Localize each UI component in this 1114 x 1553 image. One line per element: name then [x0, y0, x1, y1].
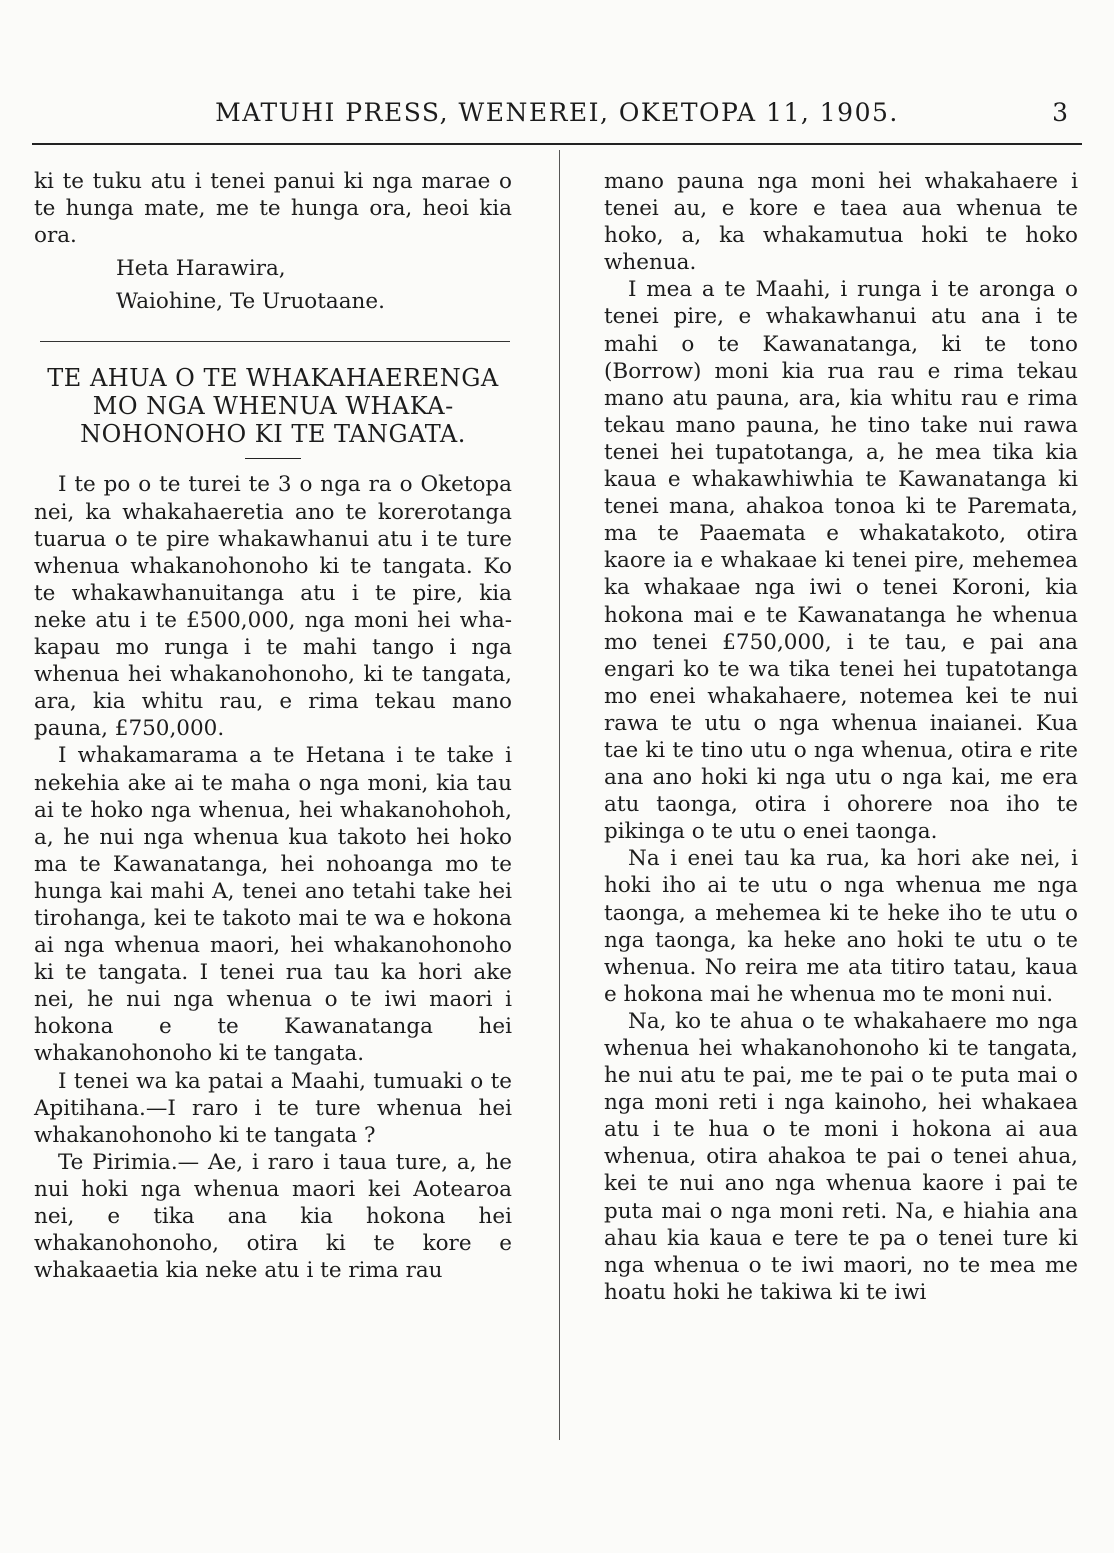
column-divider	[559, 150, 560, 1440]
paragraph: I mea a te Maahi, i runga i te aronga o tenei pire, e whakawhanui atu ana i te mahi o te Kawanatanga, ki te tono (Borrow) moni kia rua rau e rima tekau mano atu pauna, ara, kia whitu rau e rima tekau mano pauna, he tino take nui rawa tenei hei tupatotanga, a, he mea tika kia kaua e whakawhiwhia te Kawanatanga ki tenei mana, ahakoa tonoa ki te Paremata, ma te Paaemata e whakatakoto, otira kaore ia e whakaae ki tenei pire, mehemea ka whakaae nga iwi o tenei Koroni, kia hokona mai e te Kawanatanga he whenua mo tenei £750,000, i te tau, e pai ana engari ko te wa tika tenei hei tupatotanga mo enei whakahaere, notemea kei te nui rawa te utu o nga whenua inaianei. Kua tae ki te tino utu o nga whenua, otira e rite ana ano hoki ki nga utu o nga kai, me era atu taonga, otira i ohorere noa iho te pikinga o te utu o enei taonga.	[604, 277, 1078, 845]
opening-text: ki te tuku atu i tenei panui ki nga marae o te hunga mate, me te hunga ora, heoi kia ora.	[34, 169, 512, 249]
paragraph: mano pauna nga moni hei whakahaere i tenei au, e kore e taea aua whenua te hoko, a, ka whakamutua hoki te hoko whenua.	[604, 169, 1078, 276]
left-column	[34, 168, 512, 1284]
header-rule	[32, 143, 1082, 145]
heading-rule	[245, 458, 301, 459]
page-number: 3	[1052, 98, 1068, 127]
paragraph: Na i enei tau ka rua, ka hori ake nei, i hoki iho ai te utu o nga whenua me nga taonga, a mehemea ki te heke iho te utu o nga taonga, ka heke ano hoki te utu o te whenua. No reira me ata titiro tatau, kaua e hokona mai he whenua mo te moni nui.	[604, 846, 1078, 1007]
page-header	[32, 98, 1082, 138]
paragraph: Na, ko te ahua o te whakahaere mo nga whenua hei whakanohonoho ki te tangata, he nui atu te pai, me te pai o te puta mai o nga moni reti i nga kainoho, hei whakaea atu i te hua o te moni i hokona ai aua whenua, otira ahakoa te pai o tenei ahua, kei te nui ano nga whenua kaore i pai te puta mai o nga moni reti. Na, e hiahia ana ahau kia kaua e tere te pa o tenei ture ki nga whenua o te iwi maori, no te mea me hoatu hoki he takiwa ki te iwi	[604, 1008, 1078, 1305]
paragraph: I whakamarama a te Hetana i te take i nekehia ake ai te maha o nga moni, kia tau ai te hoko nga whenua, hei whakanohohoh, a, he nui nga whenua kua takoto hei hoko ma te Kawanatanga, hei nohoanga mo te hunga kai mahi A, tenei ano tetahi take hei tirohanga, kei te takoto mai te wa e hokona ai nga whenua maori, hei whakanohonoho ki te tangata. I tenei rua tau ka hori ake nei, he nui nga whenua o te iwi maori i hokona e te Kawanatanga hei whakanohonoho ki te tangata.	[34, 743, 512, 1067]
article-separator	[40, 341, 510, 342]
article-heading: TE AHUA O TE WHAKAHAERENGA MO NGA WHENUA WHAKANOHONOHO KI TE TANGATA.	[47, 364, 499, 449]
newspaper-title: MATUHI PRESS, WENEREI, OKETOPA 11, 1905.	[215, 98, 899, 127]
paragraph: I tenei wa ka patai a Maahi, tumuaki o te Apitihana.—I raro i te ture whenua hei whakanohonoho ki te tangata ?	[34, 1068, 512, 1148]
right-column	[604, 168, 1078, 1306]
signature-name: Heta Harawira,	[116, 256, 286, 282]
signature-place: Waiohine, Te Uruotaane.	[116, 289, 385, 315]
paragraph: I te po o te turei te 3 o nga ra o Oketopa nei, ka whakahaeretia ano te korerotanga tuarua o te pire whakawhanui atu i te ture whenua whakanohonoho ki te tangata. Ko te whakawhanuitanga atu i te pire, kia neke atu i te £500,000, nga moni hei whakapau mo runga i te mahi tango i nga whenua hei whakanohonoho, ki te tangata, ara, kia whitu rau, e rima tekau mano pauna, £750,000.	[34, 472, 512, 742]
paragraph: Te Pirimia.— Ae, i raro i taua ture, a, he nui hoki nga whenua maori kei Aotearoa nei, e tika ana kia hokona hei whakanohonoho, otira ki te kore e whakaaetia kia neke atu i te rima rau	[34, 1149, 512, 1284]
